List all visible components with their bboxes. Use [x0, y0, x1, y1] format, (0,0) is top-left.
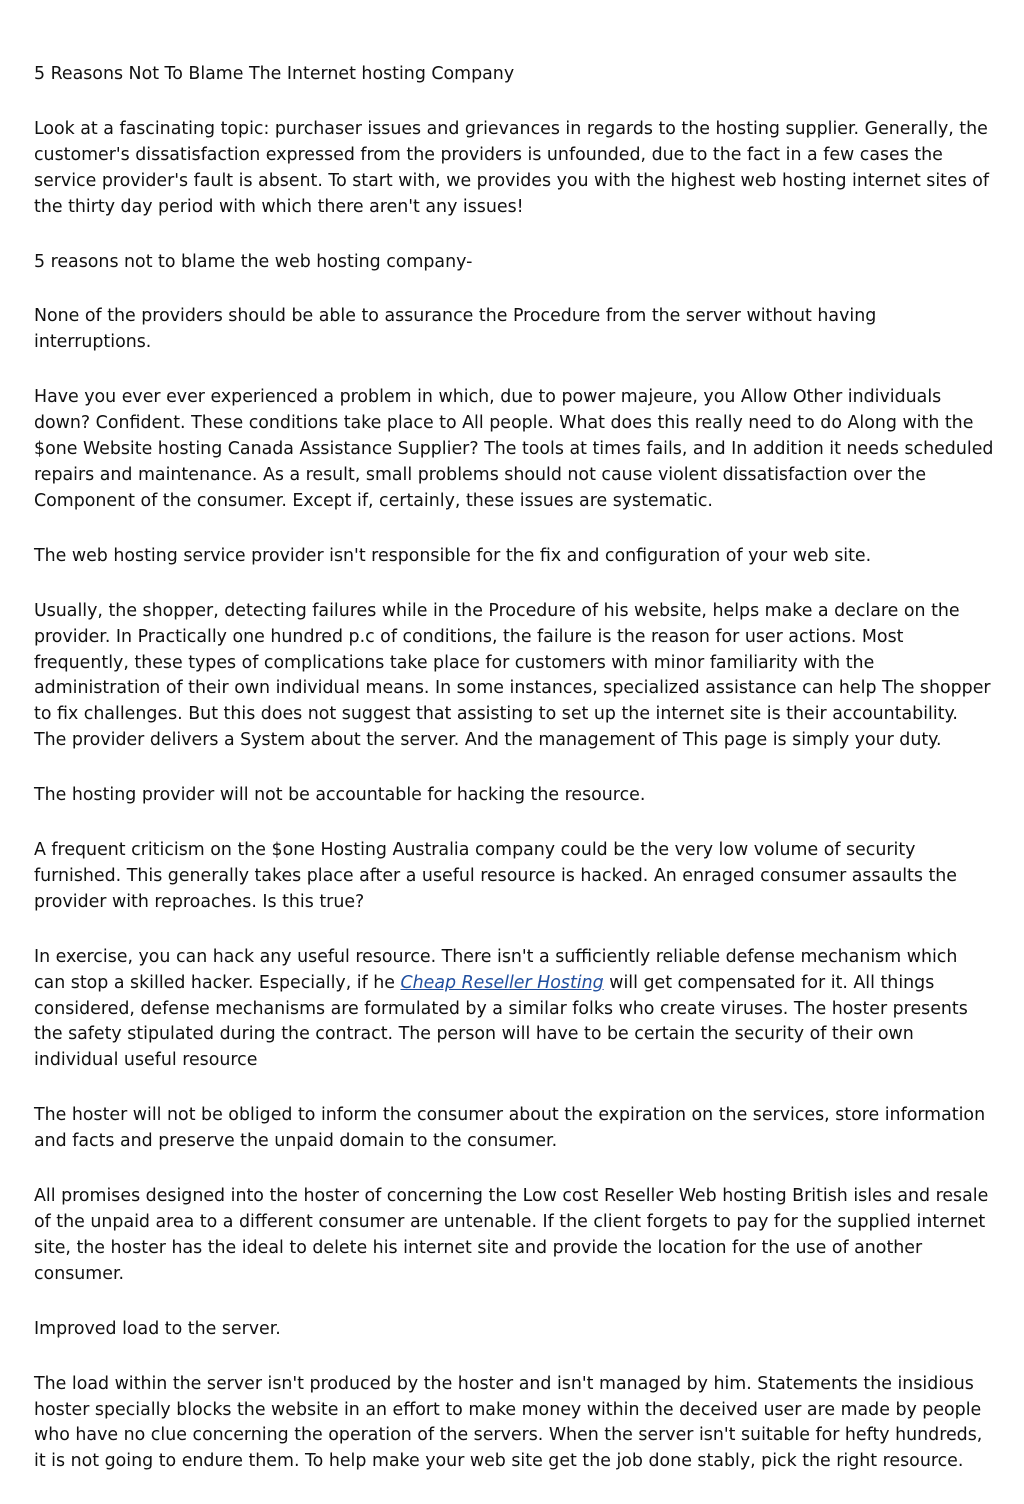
document-page: [34, 62, 994, 1504]
paragraph-reason-2-body: Usually, the shopper, detecting failures while in the Procedure of his website, helps make a declare on the provider. In Practically one hundred p.c of conditions, the failure is the reason for user actions. Most frequently, these types of complications take place for customers with minor familiarity with the administration of their own individual means. In some instances, specialized assistance can help The shopper to fix challenges. But this does not suggest that assisting to set up the internet site is their accountability. The provider delivers a System about the server. And the management of This page is simply your duty.: [34, 600, 991, 751]
paragraph-reason-3-detail: [34, 945, 994, 1075]
paragraph-reason-2-heading: The web hosting service provider isn't responsible for the fix and configuration of your web site.: [34, 545, 872, 566]
paragraph-text: will get compensated for it. All things considered, defense mechanisms are formulated by a similar folks who create viruses. The hoster presents the safety stipulated during the contract. The person will have to be certain the security of their own individual useful resource: [34, 972, 968, 1071]
document-title: 5 Reasons Not To Blame The Internet hosting Company: [34, 64, 515, 84]
paragraph-reason-4-body: All promises designed into the hoster of concerning the Low cost Reseller Web hosting British isles and resale of the unpaid area to a different consumer are untenable. If the client forgets to pay for the supplied internet site, the hoster has the ideal to delete his internet site and provide the location for the use of another consumer.: [34, 1186, 989, 1284]
paragraph-reason-4-heading: The hoster will not be obliged to inform the consumer about the expiration on the services, store information and facts and preserve the unpaid domain to the consumer.: [34, 1105, 986, 1152]
paragraph-reason-3-body: A frequent criticism on the $one Hosting Australia company could be the very low volume of security furnished. This generally takes place after a useful resource is hacked. An enraged consumer assaults the provider with reproaches. Is this true?: [34, 840, 957, 912]
cheap-reseller-hosting-link[interactable]: Cheap Reseller Hosting: [400, 972, 604, 993]
paragraph-text: In exercise, you can hack any useful resource. There isn't a sufficiently reliable defense mechanism which can stop a skilled hacker. Especially, if he: [34, 946, 958, 993]
paragraph-reason-1-heading: None of the providers should be able to assurance the Procedure from the server without having interruptions.: [34, 306, 877, 353]
paragraph-reason-5-body: The load within the server isn't produced by the hoster and isn't managed by him. Statements the insidious hoster specially blocks the website in an effort to make money within the deceived user are made by people who have no clue concerning the operation of the servers. When the server isn't suitable for hefty hundreds, it is not going to endure them. To help make your web site get the job done stably, pick the right resource.: [34, 1373, 983, 1472]
paragraph-reason-1-body: Have you ever ever experienced a problem in which, due to power majeure, you Allow Other individuals down? Confident. These conditions take place to All people. What does this really need to do Along with the $one Website hosting Canada Assistance Supplier? The tools at times fails, and In addition it needs scheduled repairs and maintenance. As a result, small problems should not cause violent dissatisfaction over the Component of the consumer. Except if, certainly, these issues are systematic.: [34, 387, 994, 511]
paragraph-reason-3-heading: The hosting provider will not be accountable for hacking the resource.: [34, 785, 646, 806]
paragraph-intro: Look at a fascinating topic: purchaser issues and grievances in regards to the hosting supplier. Generally, the customer's dissatisfaction expressed from the providers is unfounded, due to the fact in a few cases the service provider's fault is absent. To start with, we provides you with the highest web hosting internet sites of the thirty day period with which there aren't any issues!: [34, 118, 990, 217]
paragraph-reasons-heading: 5 reasons not to blame the web hosting company-: [34, 251, 473, 272]
paragraph-reason-5-heading: Improved load to the server.: [34, 1318, 281, 1339]
